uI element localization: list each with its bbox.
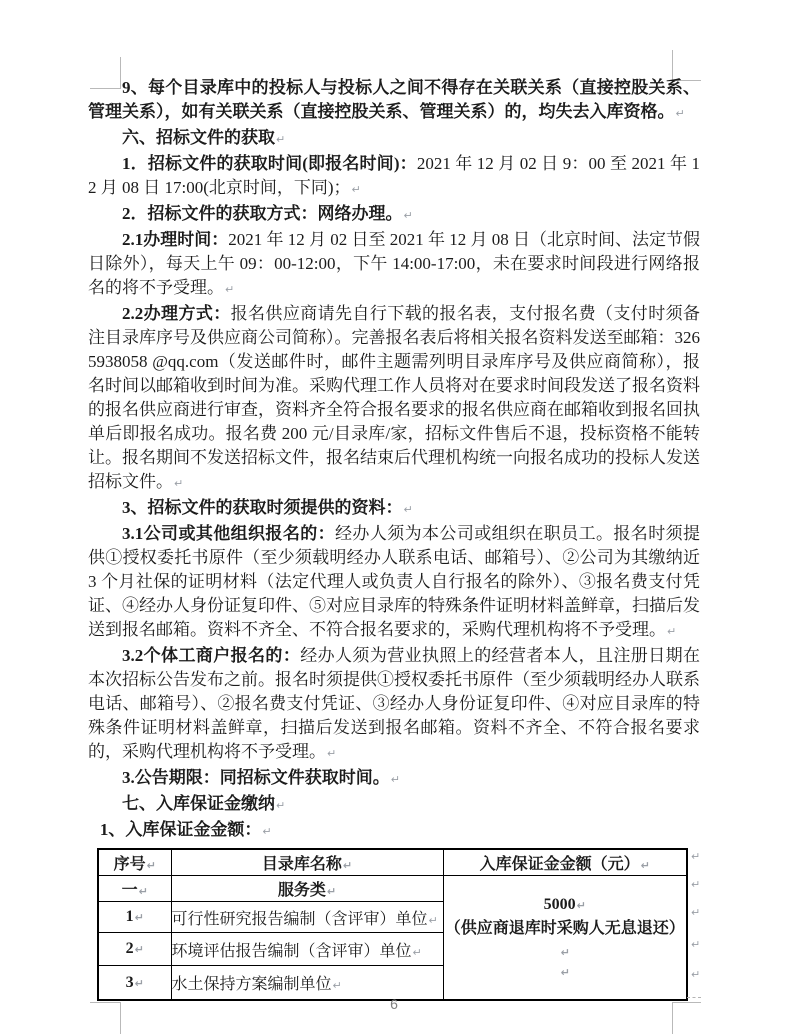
- paragraph-mark: ↵: [390, 773, 400, 786]
- paragraph-mark: ↵: [276, 133, 286, 146]
- deposit-amount-value: 5000: [543, 896, 576, 913]
- para-clause-9: [88, 76, 700, 126]
- heading-materials-required: [88, 496, 700, 522]
- cell-seq: 1↵: [98, 902, 171, 933]
- para-announcement-period: [88, 766, 700, 792]
- heading-section-7: [88, 792, 700, 818]
- cell-seq: 2↵: [98, 933, 171, 966]
- cell-seq: 3↵: [98, 966, 171, 1001]
- para-handle-time: [88, 228, 700, 302]
- para-handle-time-lead: 2.1办理时间：: [122, 230, 229, 249]
- cell-category-name: 服务类↵: [171, 876, 443, 902]
- cell-mark: ↵: [576, 899, 586, 912]
- heading-section-6: [88, 126, 700, 152]
- paragraph-mark: ↵: [351, 183, 361, 196]
- para-individual-registration-body: 经办人须为营业执照上的经营者本人，且注册日期在本次招标公告发布之前。报名时须提供①授权委托书原件（至少须载明经办人联系电话、邮箱号）、②报名费支付凭证、③经办人身份证复印件、④对应目录库的特殊条件证明材料盖鲜章，扫描后发送到报名邮箱。资料不齐全、不符合报名要求的，采购代理机构将不予受理。: [88, 646, 700, 761]
- para-announcement-period-text: 3.公告期限：同招标文件获取时间。: [122, 768, 390, 787]
- para-company-registration: [88, 522, 700, 644]
- col-header-catalog-name: 目录库名称↵: [171, 849, 443, 876]
- paragraph-mark: ↵: [403, 503, 413, 516]
- para-obtain-method-text: 2．招标文件的获取方式：网络办理。: [122, 204, 403, 223]
- cell-mark: ↵: [326, 885, 337, 898]
- document-page: 9、每个目录库中的投标人与投标人之间不得存在关联关系（直接控股关系、管理关系），如有关联关系（直接控股关系、管理关系）的，均失去入库资格。↵ 六、招标文件的获取↵ 1．招标文件的获取时间(即报名时间)：2021 年 12 月 02 日 9：00 至 2021 年 12 月 08 日 17:00(北京时间，下同)；↵ 2．招标文件的获取方式：网络办理。↵ 2.1办理时间：2021 年 12 月 02 日至 2021 年 12 月 08 日（北京时间、法定节假日除外），每天上午 09：00-12:00，下午 14:00-17:00，未在要求时间段进行网络报名的将不予受理。↵ 2.2办理方式：报名供应商请先自行下载的报名表，支付报名费（支付时须备注目录库序号及供应商公司简称）。完善报名表后将相关报名资料发送至邮箱：3265938058 @qq.com（发送邮件时，邮件主题需列明目录库序号及供应商简称），报名时间以邮箱收到时间为准。采购代理工作人员将对在要求时间段发送了报名资料的报名供应商进行审查，资料齐全符合报名要求的报名供应商在邮箱收到报名回执单后即报名成功。报名费 200 元/目录库/家，招标文件售后不退，投标资格不能转让。报名期间不发送招标文件，报名结束后代理机构统一向报名成功的投标人发送招标文件。↵ 3、招标文件的获取时须提供的资料：↵ 3.1公司或其他组织报名的：经办人须为本公司或组织在职员工。报名时须提供①授权委托书原件（至少须载明经办人联系电话、邮箱号）、②公司为其缴纳近 3 个月社保的证明材料（法定代理人或负责人自行报名的除外）、③报名费支付凭证、④经办人身份证复印件、⑤对应目录库的特殊条件证明材料盖鲜章，扫描后发送到报名邮箱。资料不齐全、不符合报名要求的，采购代理机构将不予受理。↵ 3.2个体工商户报名的：经办人须为营业执照上的经营者本人，且注册日期在本次招标公告发布之前。报名时须提供①授权委托书原件（至少须载明经办人联系电话、邮箱号）、②报名费支付凭证、③经办人身份证复印件、④对应目录库的特殊条件证明材料盖鲜章，扫描后发送到报名邮箱。资料不齐全、不符合报名要求的，采购代理机构将不予受理。↵ 3.公告期限：同招标文件获取时间。↵ 七、入库保证金缴纳↵ 1、入库保证金金额：↵ 序号↵ 目录库名称↵ 入库保证金金额（元）↵ 一↵ 服务类↵ 5000↵ （供应商退库时采购人无息退还）↵ ↵ 1↵ 可行性研究报告编制（含评审）单位↵ 2↵ 环境评估报告编制（含评审）单位↵ 3↵ 水土保持方案编制单位↵ ↵ ↵ ↵ ↵ ↵ 6: [0, 0, 788, 1036]
- para-individual-registration-lead: 3.2个体工商户报名的：: [122, 646, 301, 665]
- para-obtain-method: [88, 202, 700, 228]
- para-handle-method-lead: 2.2办理方式：: [122, 304, 231, 323]
- deposit-table: [97, 848, 688, 1001]
- heading-section-6-text: 六、招标文件的获取: [122, 128, 275, 147]
- page-number: 6: [390, 996, 398, 1012]
- heading-materials-required-text: 3、招标文件的获取时须提供的资料：: [122, 498, 403, 517]
- heading-section-7-text: 七、入库保证金缴纳: [122, 794, 275, 813]
- para-obtain-time: [88, 152, 700, 202]
- cell-deposit-amount: [443, 876, 687, 1001]
- paragraph-mark: ↵: [667, 625, 677, 638]
- cell-mark: ↵: [134, 943, 144, 956]
- cell-mark: ↵: [134, 976, 144, 990]
- para-company-registration-body: 经办人须为本公司或组织在职员工。报名时须提供①授权委托书原件（至少须载明经办人联系电话、邮箱号）、②公司为其缴纳近 3 个月社保的证明材料（法定代理人或负责人自行报名的除外）、③报名费支付凭证、④经办人身份证复印件、⑤对应目录库的特殊条件证明材料盖鲜章，扫描后发送到报名邮箱。资料不齐全、不符合报名要求的，采购代理机构将不予受理。: [88, 524, 700, 639]
- para-handle-time-body: 2021 年 12 月 02 日至 2021 年 12 月 08 日（北京时间、法定节假日除外），每天上午 09：00-12:00，下午 14:00-17:00，未在要求时间段进行网络报名的将不予受理。: [88, 230, 700, 297]
- cell-catalog-name: 环境评估报告编制（含评审）单位↵: [171, 933, 443, 966]
- cell-mark: ↵: [640, 859, 650, 872]
- document-body: [88, 76, 700, 1001]
- cell-mark: ↵: [138, 885, 148, 898]
- cell-mark: ↵: [428, 913, 438, 927]
- cell-catalog-name: 可行性研究报告编制（含评审）单位↵: [171, 902, 443, 933]
- paragraph-mark: ↵: [675, 107, 685, 120]
- paragraph-mark: ↵: [327, 747, 337, 760]
- para-handle-method: [88, 302, 700, 496]
- paragraph-mark: ↵: [403, 209, 413, 222]
- table-header-row: [98, 849, 687, 876]
- para-obtain-time-lead: 1．招标文件的获取时间(即报名时间)：: [122, 154, 417, 173]
- cell-catalog-name: 水土保持方案编制单位↵: [171, 966, 443, 1001]
- paragraph-mark: ↵: [262, 825, 272, 838]
- para-company-registration-lead: 3.1公司或其他组织报名的：: [122, 524, 336, 543]
- paragraph-mark: ↵: [174, 477, 184, 490]
- paragraph-mark: ↵: [276, 799, 286, 812]
- cell-mark: ↵: [342, 859, 353, 872]
- cell-mark: ↵: [412, 945, 422, 959]
- para-clause-9-text: 9、每个目录库中的投标人与投标人之间不得存在关联关系（直接控股关系、管理关系），如有关联关系（直接控股关系、管理关系）的，均失去入库资格。: [88, 78, 700, 121]
- cell-mark: ↵: [560, 966, 570, 979]
- para-handle-method-body: 报名供应商请先自行下载的报名表，支付报名费（支付时须备注目录库序号及供应商公司简称）。完善报名表后将相关报名资料发送至邮箱：3265938058 @qq.com（发送邮件时，邮件主题需列明目录库序号及供应商简称），报名时间以邮箱收到时间为准。采购代理工作人员将对在要求时间段发送了报名资料的报名供应商进行审查，资料齐全符合报名要求的报名供应商在邮箱收到报名回执单后即报名成功。报名费 200 元/目录库/家，招标文件售后不退，投标资格不能转让。报名期间不发送招标文件，报名结束后代理机构统一向报名成功的投标人发送招标文件。: [88, 304, 700, 491]
- para-obtain-time-body: 2021 年 12 月 02 日 9：00 至 2021 年 12 月 08 日 17:00(北京时间，下同)；: [88, 154, 701, 197]
- cell-mark: ↵: [146, 859, 156, 872]
- cell-mark: ↵: [134, 911, 144, 924]
- cell-mark: ↵: [332, 979, 342, 992]
- col-header-seq: 序号↵: [98, 849, 171, 876]
- table-row-category: [98, 876, 687, 902]
- para-deposit-amount-label-text: 1、入库保证金金额：: [99, 820, 262, 839]
- cell-mark: ↵: [560, 946, 570, 959]
- paragraph-mark: ↵: [225, 283, 235, 296]
- para-individual-registration: [88, 644, 700, 766]
- cell-seq: 一↵: [98, 876, 171, 902]
- para-deposit-amount-label: [88, 818, 700, 844]
- deposit-amount-note: （供应商退库时采购人无息退还）: [444, 920, 685, 937]
- col-header-deposit-amount: 入库保证金金额（元）↵: [443, 849, 687, 876]
